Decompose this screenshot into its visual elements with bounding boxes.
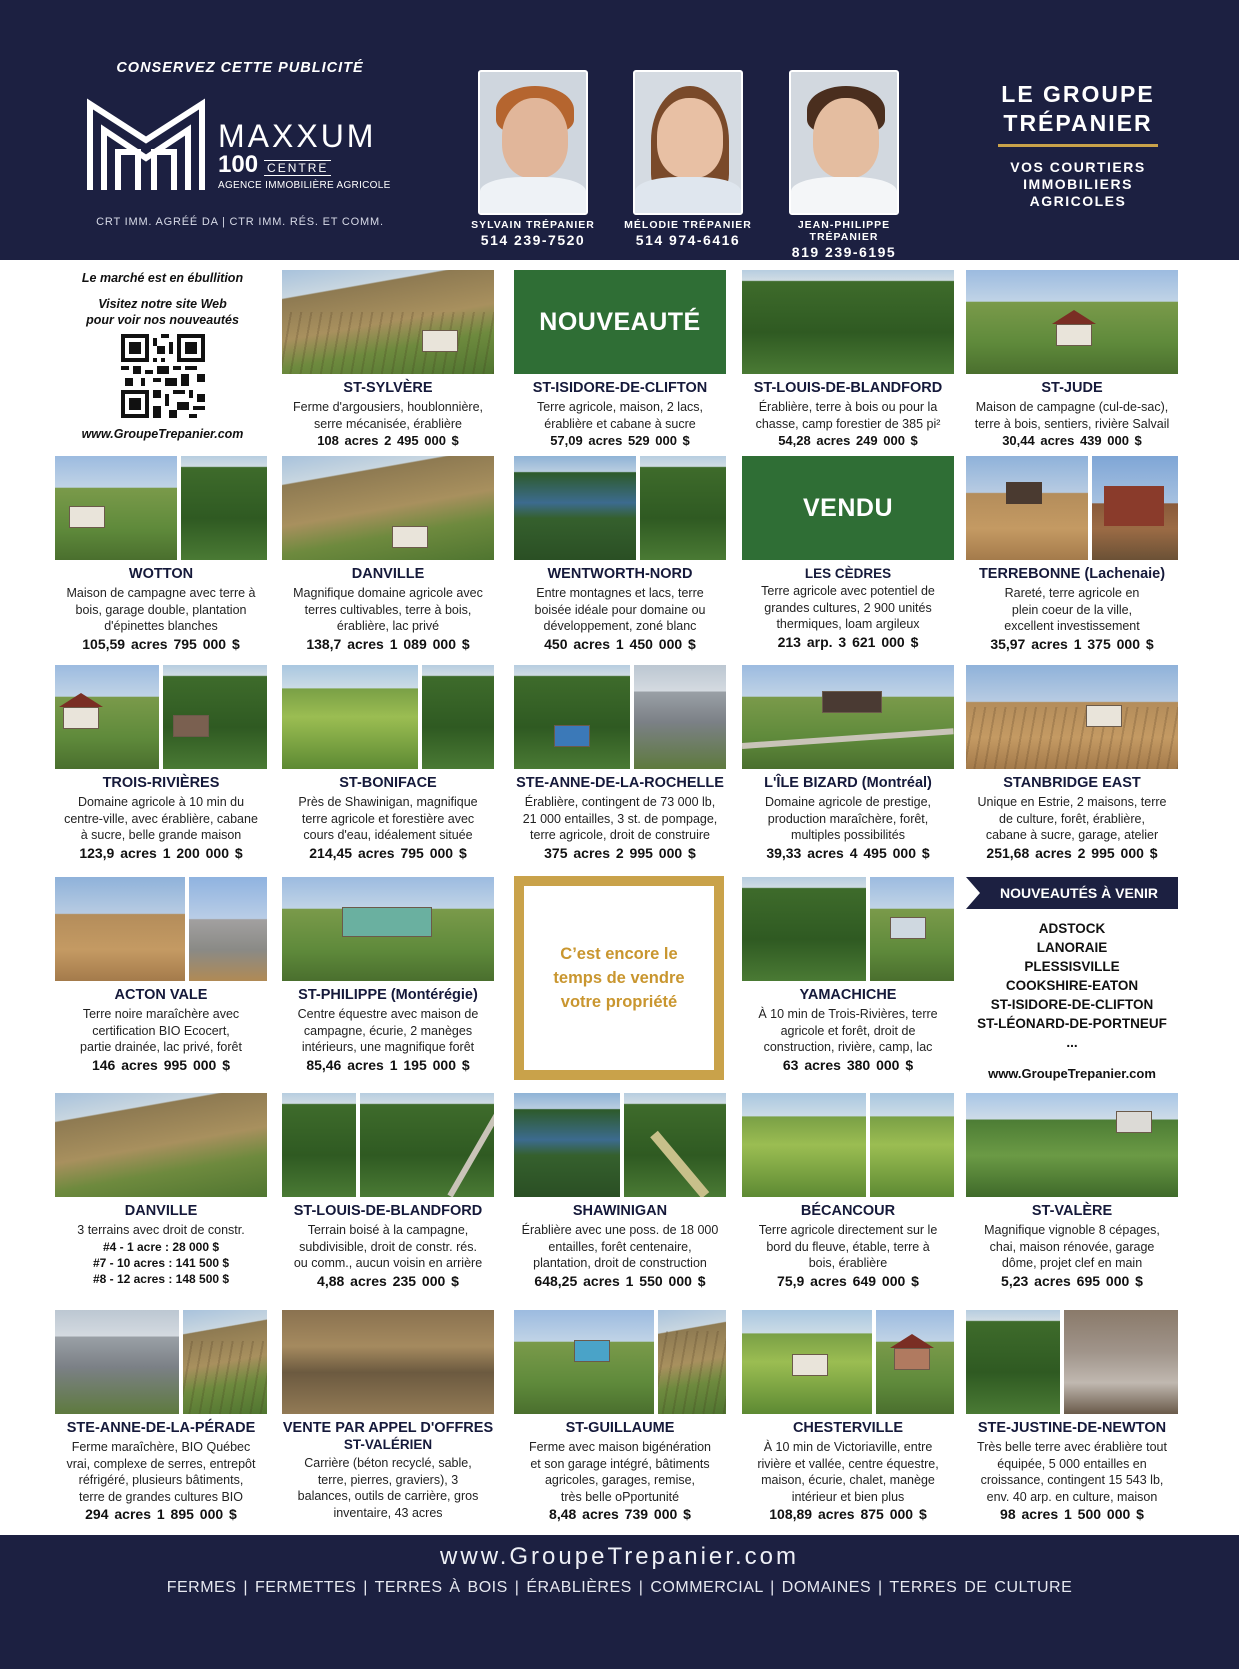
listing-photo [658, 1310, 726, 1414]
listing-price: 63 acres 380 000 $ [782, 1056, 914, 1073]
broker-phone[interactable]: 514 974-6416 [635, 232, 741, 248]
listing-card[interactable] [55, 665, 267, 861]
listing-price: 138,7 acres 1 089 000 $ [306, 635, 470, 652]
listing-card[interactable] [55, 1093, 267, 1287]
listing-description: Terrain boisé à la campagne, subdivisible, droit de constr. rés. ou comm., aucun voisin en arrière [293, 1223, 483, 1270]
upcoming-listings [966, 877, 1178, 1081]
broker-name: JEAN-PHILIPPE TRÉPANIER [797, 219, 891, 243]
listing-title: ACTON VALE [114, 987, 208, 1003]
listing-title: WOTTON [128, 566, 194, 582]
broker-photo [478, 70, 588, 215]
listing-photo [514, 665, 630, 769]
listing-photo [870, 1093, 954, 1197]
listing-card[interactable] [514, 456, 726, 652]
listing-title: DANVILLE [124, 1203, 198, 1219]
listing-title: WENTWORTH-NORD [547, 566, 693, 582]
listing-photo [966, 456, 1088, 560]
group-subtitle: VOS COURTIERS [1010, 159, 1146, 175]
listing-title: ST-JUDE [1041, 380, 1103, 396]
sell-promo[interactable] [514, 876, 724, 1080]
listing-photo [282, 877, 494, 981]
broker-card [453, 70, 613, 248]
website-link[interactable]: www.GroupeTrepanier.com [81, 427, 244, 441]
listing-card[interactable] [282, 877, 494, 1073]
brand [218, 120, 391, 191]
listing-title: VENTE PAR APPEL D'OFFRES [282, 1420, 494, 1436]
lot-price: #4 - 1 acre : 28 000 $ [102, 1239, 220, 1254]
listing-price: 4,88 acres 235 000 $ [317, 1272, 459, 1289]
broker-phone[interactable]: 514 239-7520 [480, 232, 586, 248]
listing-card[interactable] [742, 1310, 954, 1522]
brand-name: MAXXUM [218, 118, 377, 154]
listing-price: 57,09 acres 529 000 $ [550, 433, 690, 448]
listing-price: 35,97 acres 1 375 000 $ [990, 635, 1154, 652]
listing-description: Près de Shawinigan, magnifique terre agricole et forestière avec cours d'eau, idéalement située [298, 795, 478, 842]
header [0, 0, 1239, 260]
upcoming-item: PLESSISVILLE [1024, 959, 1120, 974]
listing-description: Terre agricole avec potentiel de grandes cultures, 2 900 unités thermiques, loam argileux [761, 584, 935, 631]
listing-description: Domaine agricole de prestige, production maraîchère, forêt, multiples possibilités [764, 795, 932, 842]
brand-number: 100 [218, 151, 259, 178]
listing-description: Érablière, terre à bois ou pour la chasse, camp forestier de 385 pi² [755, 400, 941, 431]
intro-text: pour voir nos nouveautés [86, 313, 239, 327]
new-banner: NOUVEAUTÉ [514, 270, 726, 374]
intro-text: Visitez notre site Web [98, 297, 227, 311]
listing-card[interactable] [966, 1310, 1178, 1522]
listing-photo [514, 1093, 620, 1197]
listing-price: 648,25 acres 1 550 000 $ [534, 1272, 706, 1289]
upcoming-heading: NOUVEAUTÉS À VENIR [966, 877, 1178, 909]
listing-price: 85,46 acres 1 195 000 $ [306, 1056, 470, 1073]
listing-card[interactable] [742, 270, 954, 448]
listing-description: Centre équestre avec maison de campagne, écurie, 2 manèges intérieurs, une magnifique forêt [297, 1007, 479, 1054]
broker-phone[interactable]: 819 239-6195 [791, 244, 897, 260]
listing-photo [55, 1093, 267, 1197]
listing-description: Érablière avec une poss. de 18 000 entailles, forêt centenaire, plantation, droit de construction [521, 1223, 719, 1270]
footer-website-link[interactable]: www.GroupeTrepanier.com [440, 1543, 799, 1570]
listing-price: 105,59 acres 795 000 $ [82, 635, 240, 652]
qr-code-icon[interactable] [121, 334, 205, 418]
listing-card[interactable] [514, 665, 726, 861]
listing-title: STANBRIDGE EAST [1003, 775, 1141, 791]
listing-title: DANVILLE [351, 566, 425, 582]
broker-card [764, 70, 924, 260]
listing-card[interactable] [966, 1093, 1178, 1289]
listing-photo [183, 1310, 267, 1414]
listing-title: YAMACHICHE [799, 987, 897, 1003]
listing-description: À 10 min de Victoriaville, entre rivière et vallée, centre équestre, maison, écurie, chalet, manège intérieur et bien plus [757, 1440, 939, 1504]
listing-price: 108,89 acres 875 000 $ [769, 1506, 927, 1522]
maxxum-logo-icon [86, 96, 206, 194]
listing-title: TERREBONNE (Lachenaie) [978, 566, 1166, 582]
broker-card [608, 70, 768, 248]
listing-card[interactable] [282, 270, 494, 448]
listing-card[interactable] [282, 1093, 494, 1289]
upcoming-item: ... [1066, 1035, 1078, 1050]
listing-title: ST-GUILLAUME [565, 1420, 675, 1436]
listing-title: STE-JUSTINE-DE-NEWTON [977, 1420, 1167, 1436]
listing-price: 123,9 acres 1 200 000 $ [79, 844, 243, 861]
upcoming-item: ST-LÉONARD-DE-PORTNEUF [977, 1016, 1167, 1031]
listing-description: Magnifique domaine agricole avec terres cultivables, terre à bois, érablière, lac privé [293, 586, 483, 633]
listing-card[interactable] [966, 456, 1178, 652]
sell-promo-text: votre propriété [560, 993, 678, 1011]
listing-title: ST-LOUIS-DE-BLANDFORD [753, 380, 943, 396]
listing-description: Carrière (béton recyclé, sable, terre, pierres, graviers), 3 balances, outils de carrière, gros inventaire, 43 acres [297, 1456, 479, 1520]
listing-photo [514, 1310, 654, 1414]
listing-description: Terre agricole, maison, 2 lacs, érablière et cabane à sucre [536, 400, 704, 431]
sold-banner: VENDU [742, 456, 954, 560]
listing-title: STE-ANNE-DE-LA-ROCHELLE [516, 775, 724, 791]
listing-title: SHAWINIGAN [572, 1203, 668, 1219]
listing-photo [282, 1310, 494, 1414]
listing-description: Domaine agricole à 10 min du centre-ville, avec érablière, cabane à sucre, belle grande maison [64, 795, 258, 842]
upcoming-item: COOKSHIRE-EATON [1005, 978, 1139, 993]
listing-photo [966, 1310, 1060, 1414]
listing-photo [966, 1093, 1178, 1197]
listing-description: Rareté, terre agricole en plein coeur de la ville, excellent investissement [1004, 586, 1140, 633]
listing-title: ST-LOUIS-DE-BLANDFORD [293, 1203, 483, 1219]
listing-photo [966, 270, 1178, 374]
listing-price: 214,45 acres 795 000 $ [309, 844, 467, 861]
listing-photo [514, 456, 636, 560]
listing-photo [742, 270, 954, 374]
listing-title: STE-ANNE-DE-LA-PÉRADE [66, 1420, 256, 1436]
footer-categories: FERMES | FERMETTES | TERRES À BOIS | ÉRABLIÈRES | COMMERCIAL | DOMAINES | TERRES DE CULTURE [166, 1579, 1073, 1596]
broker-photo [789, 70, 899, 215]
listing-photo [422, 665, 494, 769]
listing-card[interactable] [282, 665, 494, 861]
listing-price: 39,33 acres 4 495 000 $ [766, 844, 930, 861]
broker-photo [633, 70, 743, 215]
group-subtitle: IMMOBILIERS [1023, 176, 1133, 192]
license-text: CRT IMM. AGRÉÉ DA | CTR IMM. RÉS. ET COMM. [96, 216, 384, 228]
listing-description: 3 terrains avec droit de constr. [77, 1223, 245, 1237]
footer [0, 1535, 1239, 1669]
group-subtitle: AGRICOLES [1029, 193, 1127, 209]
listing-price: 5,23 acres 695 000 $ [1001, 1272, 1143, 1289]
listing-photo [282, 665, 418, 769]
listing-photo [282, 270, 494, 374]
listing-photo [1064, 1310, 1178, 1414]
listing-card[interactable] [742, 1093, 954, 1289]
listing-photo [163, 665, 267, 769]
listing-card[interactable] [514, 270, 726, 448]
listing-price: 251,68 acres 2 995 000 $ [986, 844, 1158, 861]
listing-card[interactable] [966, 665, 1178, 861]
listing-photo [282, 1093, 356, 1197]
listing-photo [1092, 456, 1178, 560]
listing-description: Très belle terre avec érablière tout équipée, 5 000 entailles en croissance, contingent 15 543 lb, env. 40 arp. en culture, maison [977, 1440, 1167, 1504]
listing-photo [55, 456, 177, 560]
listing-price: 213 arp. 3 621 000 $ [777, 633, 919, 650]
listing-photo [189, 877, 267, 981]
lot-price: #8 - 12 acres : 148 500 $ [92, 1271, 230, 1286]
listing-title: ST-SYLVÈRE [343, 380, 433, 396]
listing-description: Ferme avec maison bigénération et son garage intégré, bâtiments agricoles, garages, remise, très belle oPportunité [528, 1440, 712, 1504]
listing-photo [634, 665, 726, 769]
listing-card[interactable] [742, 456, 954, 650]
sell-promo-text: temps de vendre [553, 969, 685, 987]
listing-photo [870, 877, 954, 981]
listing-description: Ferme maraîchère, BIO Québec vrai, complexe de serres, entrepôt réfrigéré, plusieurs bâtiments, terre de grandes cultures BIO [66, 1440, 256, 1504]
listing-card[interactable] [55, 456, 267, 652]
listing-card[interactable] [514, 1093, 726, 1289]
listing-title: BÉCANCOUR [800, 1203, 896, 1219]
listing-description: Érablière, contingent de 73 000 lb, 21 000 entailles, 3 st. de pompage, terre agricole, droit de construire [522, 795, 718, 842]
lot-price: #7 - 10 acres : 141 500 $ [92, 1255, 230, 1270]
listing-description: Ferme d'argousiers, houblonnière, serre mécanisée, érablière [293, 400, 483, 431]
listing-photo [742, 1310, 872, 1414]
listing-title: ST-VALÈRE [1031, 1203, 1113, 1219]
listing-price: 450 acres 1 450 000 $ [544, 635, 696, 652]
listing-description: Entre montagnes et lacs, terre boisée idéale pour domaine ou développement, zoné blanc [534, 586, 706, 633]
broker-name: SYLVAIN TRÉPANIER [471, 219, 595, 231]
listing-photo [55, 877, 185, 981]
listing-photo [742, 1093, 866, 1197]
listing-price: 8,48 acres 739 000 $ [549, 1506, 691, 1522]
listing-title: ST-ISIDORE-DE-CLIFTON [532, 380, 708, 396]
listing-price: 30,44 acres 439 000 $ [1002, 433, 1142, 448]
listing-photo [282, 456, 494, 560]
listing-price: 75,9 acres 649 000 $ [777, 1272, 919, 1289]
upcoming-item: ST-ISIDORE-DE-CLIFTON [990, 997, 1154, 1012]
broker-name: MÉLODIE TRÉPANIER [624, 219, 752, 231]
listing-photo [742, 877, 866, 981]
listing-title: TROIS-RIVIÈRES [102, 775, 220, 791]
group-title: LE GROUPE [1001, 81, 1155, 107]
listing-photo [742, 665, 954, 769]
listing-description: Maison de campagne avec terre à bois, garage double, plantation d'épinettes blanches [66, 586, 256, 633]
keep-notice: CONSERVEZ CETTE PUBLICITÉ [116, 60, 364, 76]
listing-title: ST-BONIFACE [339, 775, 437, 791]
listing-description: Maison de campagne (cul-de-sac), terre à bois, sentiers, rivière Salvail [974, 400, 1170, 431]
website-link[interactable]: www.GroupeTrepanier.com [988, 1066, 1156, 1081]
listing-photo [966, 665, 1178, 769]
gold-rule [998, 144, 1158, 147]
listing-photo [55, 665, 159, 769]
listing-description: Terre agricole directement sur le bord du fleuve, étable, terre à bois, érablière [758, 1223, 938, 1270]
brand-centre: CENTRE [264, 160, 331, 176]
listing-price: 294 acres 1 895 000 $ [85, 1506, 237, 1522]
listing-description: Terre noire maraîchère avec certification BIO Ecocert, partie drainée, lac privé, forêt [80, 1007, 242, 1054]
listing-price: 108 acres 2 495 000 $ [317, 433, 459, 448]
listing-subtitle: ST-VALÉRIEN [343, 1437, 433, 1452]
listing-photo [181, 456, 267, 560]
listing-price: 98 acres 1 500 000 $ [1000, 1506, 1144, 1522]
listing-photo [55, 1310, 179, 1414]
listing-photo [640, 456, 726, 560]
upcoming-item: ADSTOCK [1038, 921, 1106, 936]
brand-agency: AGENCE IMMOBILIÈRE AGRICOLE [218, 180, 391, 191]
listing-card[interactable] [742, 665, 954, 861]
intro-tagline: Le marché est en ébullition [81, 271, 244, 285]
listing-title: CHESTERVILLE [792, 1420, 904, 1436]
listing-description: Magnifique vignoble 8 cépages, chai, maison rénovée, garage dôme, projet clef en main [984, 1223, 1160, 1270]
upcoming-item: LANORAIE [1036, 940, 1108, 955]
listing-price: 375 acres 2 995 000 $ [544, 844, 696, 861]
listing-card[interactable] [742, 877, 954, 1073]
listing-description: À 10 min de Trois-Rivières, terre agricole et forêt, droit de construction, rivière, camp, lac [758, 1007, 938, 1054]
intro-block [55, 270, 270, 442]
listing-card[interactable] [514, 1310, 726, 1522]
listing-title: L'ÎLE BIZARD (Montréal) [764, 775, 932, 791]
listing-photo [624, 1093, 726, 1197]
listing-photo [876, 1310, 954, 1414]
listing-price: 146 acres 995 000 $ [91, 1056, 230, 1073]
listing-card[interactable] [55, 877, 267, 1073]
listing-description: Unique en Estrie, 2 maisons, terre de culture, forêt, érablière, cabane à sucre, garage, atelier [977, 795, 1167, 842]
listing-card[interactable] [282, 1310, 494, 1521]
listing-card[interactable] [55, 1310, 267, 1522]
listing-card[interactable] [282, 456, 494, 652]
group-title: TRÉPANIER [1003, 110, 1153, 136]
group-brand [990, 80, 1166, 210]
listing-title: LES CÈDRES [804, 566, 892, 581]
upcoming-list [966, 919, 1178, 1052]
listing-photo [360, 1093, 494, 1197]
listing-price: 54,28 acres 249 000 $ [778, 433, 918, 448]
listing-title: ST-PHILIPPE (Montérégie) [298, 987, 478, 1003]
listing-card[interactable] [966, 270, 1178, 448]
sell-promo-text: C’est encore le [560, 945, 678, 963]
